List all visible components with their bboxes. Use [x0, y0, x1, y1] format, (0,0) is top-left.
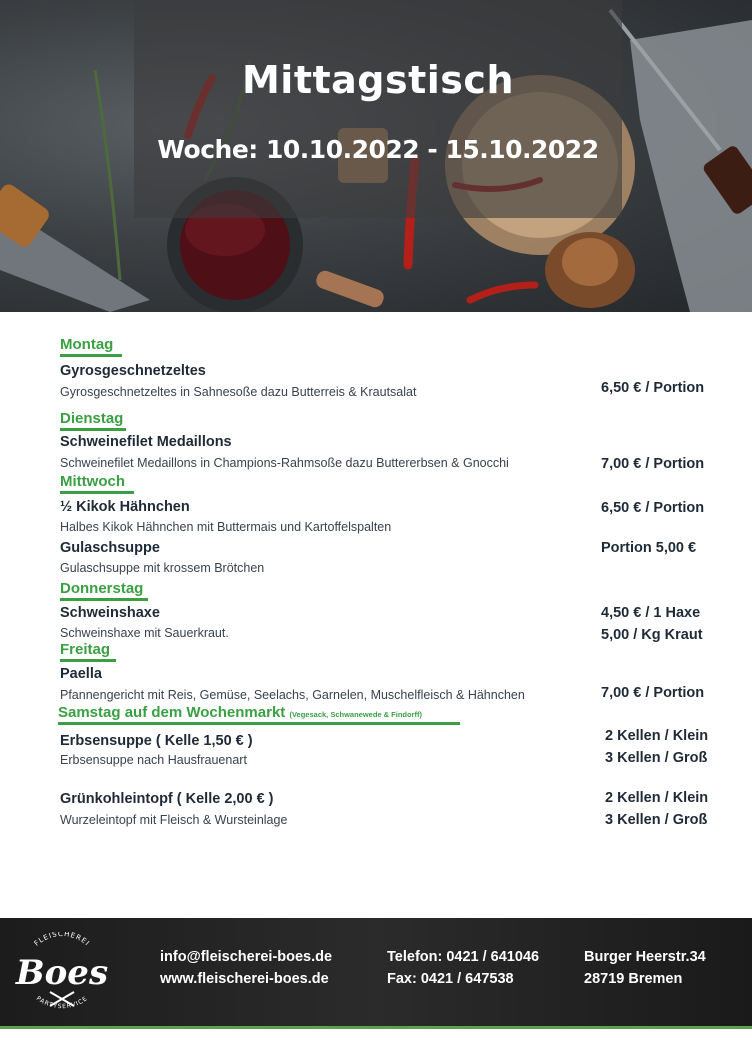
svg-text:PARTYSERVICE: PARTYSERVICE [34, 995, 90, 1011]
day-label: Mittwoch [60, 473, 125, 490]
dish-name: Schweinefilet Medaillons [60, 434, 232, 450]
footer-street: Burger Heerstr.34 [584, 949, 706, 965]
day-heading-montag [60, 336, 122, 357]
dish-description: Gulaschsuppe mit krossem Brötchen [60, 561, 265, 575]
dish-description: Schweinshaxe mit Sauerkraut. [60, 626, 229, 640]
dish-name: Gulaschsuppe [60, 540, 160, 556]
title-panel [134, 0, 622, 218]
day-underline [60, 428, 126, 431]
day-heading-donnerstag [60, 580, 148, 601]
dish-description: Schweinefilet Medaillons in Champions-Rahmsoße dazu Buttererbsen & Gnocchi [60, 456, 509, 470]
dish-description: Erbsensuppe nach Hausfrauenart [60, 753, 247, 767]
dish-description: Pfannengericht mit Reis, Gemüse, Seelachs, Garnelen, Muschelfleisch & Hähnchen [60, 688, 525, 702]
dish-price: 7,00 € / Portion [601, 456, 705, 472]
footer-phone: Telefon: 0421 / 641046 [387, 949, 540, 965]
day-heading-dienstag [60, 410, 126, 431]
svg-text:FLEISCHEREI: FLEISCHEREI [32, 932, 92, 948]
day-label: Montag [60, 336, 114, 353]
footer-city: 28719 Bremen [584, 971, 683, 987]
dish-description: Wurzeleintopf mit Fleisch & Wursteinlage [60, 813, 288, 827]
dish-price-secondary: 3 Kellen / Groß [605, 750, 708, 766]
day-label: Dienstag [60, 410, 124, 427]
day-underline [58, 722, 460, 725]
dish-name: Gyrosgeschnetzeltes [60, 363, 206, 379]
dish-price: 2 Kellen / Klein [605, 790, 709, 806]
footer-accent-line [0, 1026, 752, 1029]
day-heading-samstag [58, 704, 460, 725]
dish-description: Gyrosgeschnetzeltes in Sahnesoße dazu Butterreis & Krautsalat [60, 385, 417, 399]
dish-price-secondary: 5,00 / Kg Kraut [601, 627, 703, 643]
dish-price-secondary: 3 Kellen / Groß [605, 812, 708, 828]
day-heading-freitag [60, 641, 116, 662]
footer-fax: Fax: 0421 / 647538 [387, 971, 514, 987]
day-label: Samstag auf dem Wochenmarkt [58, 704, 286, 721]
footer-website[interactable]: www.fleischerei-boes.de [160, 971, 329, 987]
dish-name: ½ Kikok Hähnchen [60, 499, 190, 515]
day-heading-mittwoch [60, 473, 134, 494]
day-label: Freitag [60, 641, 111, 658]
day-underline [60, 491, 134, 494]
dish-price: 4,50 € / 1 Haxe [601, 605, 701, 621]
day-underline [60, 598, 148, 601]
dish-name: Grünkohleintopf ( Kelle 2,00 € ) [60, 791, 274, 807]
week-date-range: Woche: 10.10.2022 - 15.10.2022 [157, 135, 599, 164]
dish-name: Erbsensuppe ( Kelle 1,50 € ) [60, 733, 253, 749]
day-note: (Vegesack, Schwanewede & Findorff) [289, 710, 423, 719]
day-label: Donnerstag [60, 580, 144, 597]
dish-price: 6,50 € / Portion [601, 380, 705, 396]
dish-price: 6,50 € / Portion [601, 500, 705, 516]
dish-description: Halbes Kikok Hähnchen mit Buttermais und Kartoffelspalten [60, 520, 392, 534]
dish-name: Paella [60, 666, 102, 682]
dish-name: Schweinshaxe [60, 605, 160, 621]
page-title: Mittagstisch [241, 58, 515, 102]
dish-price: 7,00 € / Portion [601, 685, 705, 701]
day-underline [60, 659, 116, 662]
svg-text:Boes: Boes [15, 953, 109, 993]
day-underline [60, 354, 122, 357]
dish-price: 2 Kellen / Klein [605, 728, 709, 744]
footer-email[interactable]: info@fleischerei-boes.de [160, 949, 333, 965]
boes-logo [12, 932, 112, 1014]
dish-price: Portion 5,00 € [601, 540, 697, 556]
